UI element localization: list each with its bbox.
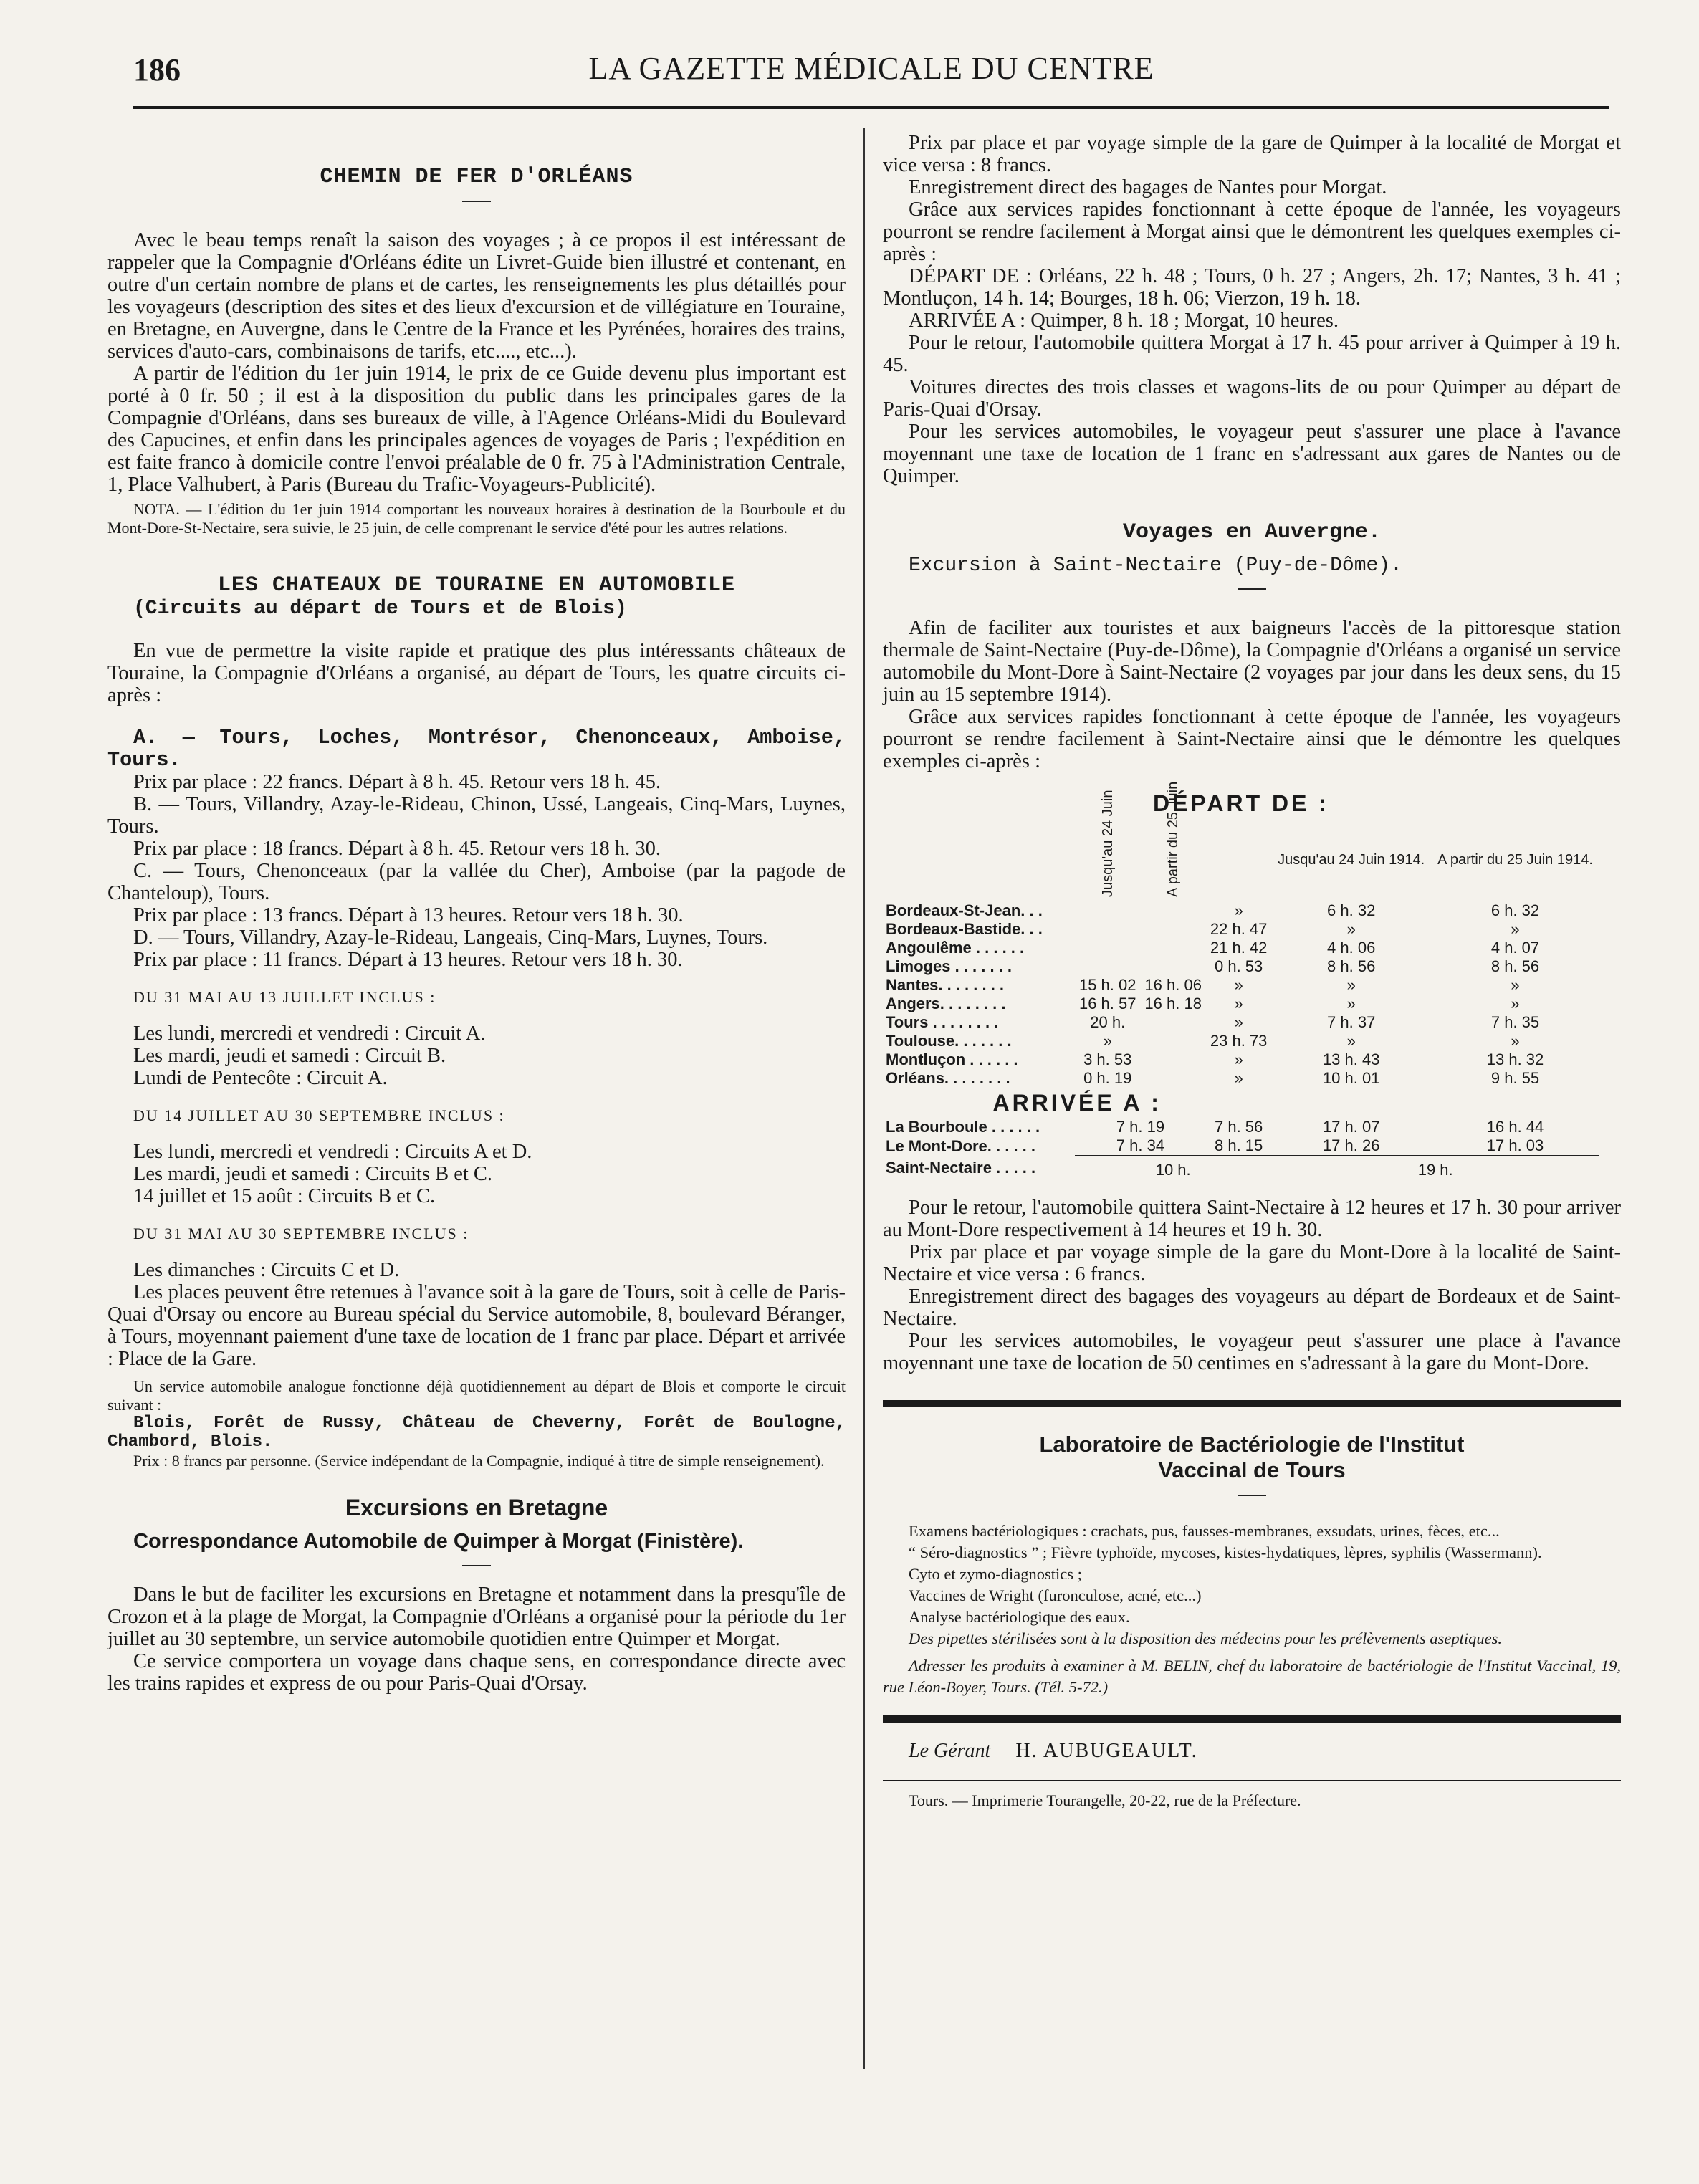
timetable-time: » — [1234, 995, 1243, 1012]
bretagne-carriages: Voitures directes des trois classes et wagons-lits de ou pour Quimper au départ de Paris-Quai d'Orsay. — [883, 376, 1621, 421]
timetable-time — [1140, 1050, 1205, 1069]
auvergne-paragraph-1: Afin de faciliter aux touristes et aux baigneurs l'accès de la pittoresque station thermale de Saint-Nectaire (Puy-de-Dôme), la Compagnie d'Orléans a organisé un service automobile du Mont-Dore à Saint-Nectaire (2 voyages par jour dans les deux sens, du 15 juin au 15 septembre 1914). — [883, 617, 1621, 706]
timetable-time: » — [1511, 920, 1520, 938]
timetable-time — [1140, 901, 1205, 920]
saint-nectaire-timetable — [883, 781, 1599, 1179]
bretagne-paragraph-1: Dans le but de faciliter les excursions en Bretagne et notamment dans la presqu'île de Crozon et à la plage de Morgat, la Compagnie d'Orléans a organisé pour la période du 1er juillet au 30 septembre, un service automobile quotidien entre Quimper et Morgat. — [107, 1584, 846, 1650]
timetable-time — [1140, 1013, 1205, 1032]
printer-imprint: Tours. — Imprimerie Tourangelle, 20-22, rue de la Préfecture. — [909, 1791, 1301, 1809]
timetable-time: 16 h. 57 — [1078, 995, 1136, 1012]
timetable-time: 16 h. 44 — [1486, 1118, 1544, 1136]
timetable-time: 10 h. — [1075, 1156, 1271, 1179]
lab-services-list — [883, 1520, 1621, 1698]
auvergne-baggage: Enregistrement direct des bagages des voyageurs au départ de Bordeaux et de Saint-Nectaire. — [883, 1285, 1621, 1330]
timetable-time — [1140, 920, 1205, 939]
journal-title: LA GAZETTE MÉDICALE DU CENTRE — [588, 51, 1154, 86]
auvergne-subtitle: Excursion à Saint-Nectaire (Puy-de-Dôme). — [909, 555, 1402, 577]
timetable-row — [883, 1069, 1599, 1088]
page-header — [133, 47, 1609, 93]
timetable-time: 0 h. 53 — [1214, 957, 1263, 975]
timetable-column-label — [1075, 790, 1140, 901]
circuit-b: B. — Tours, Villandry, Azay-le-Rideau, Chinon, Ussé, Langeais, Cinq-Mars, Luynes, Tours. — [107, 793, 846, 838]
orleans-paragraph-2: A partir de l'édition du 1er juin 1914, le prix de ce Guide devenu plus important est porté à 0 fr. 50 ; il est à la disposition du public dans les principales gares de la Compagnie d'Orléans, dans ses bureaux de ville, à l'Agence Orléans-Midi du Boulevard des Capucines, et enfin dans les principales agences de voyages de Paris ; l'expédition en est faite franco à domicile contre l'envoi préalable de 0 fr. 75 à l'Administration Centrale, 1, Place Valhubert, à Paris (Bureau du Trafic-Voyageurs-Publicité). — [107, 363, 846, 496]
column-divider — [863, 128, 865, 2069]
lab-title-line-1: Laboratoire de Bactériologie de l'Institut — [1039, 1432, 1465, 1457]
timetable-time: » — [1511, 995, 1520, 1012]
timetable-column-labels — [883, 818, 1599, 901]
period-1-line-2: Les mardi, jeudi et samedi : Circuit B. — [133, 1045, 446, 1067]
timetable-row — [883, 1050, 1599, 1069]
timetable-station: La Bourboule . . . . . . — [886, 1118, 1040, 1136]
timetable-time: » — [1346, 920, 1356, 938]
timetable-row — [883, 901, 1599, 920]
timetable-time: 13 h. 32 — [1486, 1050, 1544, 1068]
timetable-time — [1140, 939, 1205, 957]
timetable-column-label-text: A partir du 25 Juin — [1165, 781, 1182, 897]
timetable-time: » — [1234, 1069, 1243, 1087]
timetable-time: 8 h. 56 — [1490, 957, 1540, 975]
timetable-time — [1075, 920, 1140, 939]
timetable-station: Nantes. . . . . . . . — [886, 976, 1005, 994]
timetable-time: » — [1234, 1050, 1243, 1068]
timetable-row — [883, 995, 1599, 1013]
timetable-time: » — [1234, 1013, 1243, 1031]
timetable-time: 20 h. — [1090, 1013, 1126, 1031]
auvergne-title: Voyages en Auvergne. — [1122, 520, 1382, 545]
timetable-time: » — [1346, 1032, 1356, 1050]
timetable-station: Saint-Nectaire . . . . . — [886, 1158, 1036, 1177]
lab-item: Cyto et zymo-diagnostics ; — [909, 1565, 1082, 1583]
timetable-station: Bordeaux-Bastide. . . — [886, 920, 1043, 938]
timetable-time: 22 h. 47 — [1210, 920, 1268, 938]
timetable-station: Limoges . . . . . . . — [886, 957, 1013, 975]
timetable-time: 8 h. 56 — [1327, 957, 1376, 975]
timetable-row — [883, 1118, 1599, 1136]
timetable-time: 15 h. 02 — [1078, 976, 1136, 994]
page-number: 186 — [133, 52, 181, 87]
title-dash — [462, 201, 491, 202]
timetable-station: Le Mont-Dore. . . . . . — [886, 1136, 1035, 1155]
timetable-time: 8 h. 15 — [1214, 1136, 1263, 1154]
timetable-time: 3 h. 53 — [1083, 1050, 1132, 1068]
price-c: Prix par place : 13 francs. Départ à 13 heures. Retour vers 18 h. 30. — [133, 904, 684, 926]
period-1-line-3: Lundi de Pentecôte : Circuit A. — [133, 1067, 388, 1089]
circuit-a: A. — Tours, Loches, Montrésor, Chenonceaux, Amboise, Tours. — [107, 726, 846, 772]
timetable-station: Toulouse. . . . . . . — [886, 1032, 1012, 1050]
timetable-time — [1075, 939, 1140, 957]
timetable-station: Montluçon . . . . . . — [886, 1050, 1018, 1068]
price-a: Prix par place : 22 francs. Départ à 8 h. 45. Retour vers 18 h. 45. — [133, 771, 661, 793]
timetable-time: 16 h. 18 — [1144, 995, 1202, 1012]
title-dash — [462, 1565, 491, 1566]
circuit-d: D. — Tours, Villandry, Azay-le-Rideau, Langeais, Cinq-Mars, Luynes, Tours. — [133, 926, 768, 949]
timetable-row — [883, 1032, 1599, 1050]
bretagne-price: Prix par place et par voyage simple de la gare de Quimper à la localité de Morgat et vice versa : 8 francs. — [883, 132, 1621, 176]
timetable-column-label — [1206, 818, 1271, 901]
timetable-time — [1075, 901, 1140, 920]
timetable-arrival-heading-row — [883, 1088, 1599, 1118]
lab-item: Vaccines de Wright (furonculose, acné, etc...) — [909, 1586, 1202, 1604]
auvergne-return: Pour le retour, l'automobile quittera Saint-Nectaire à 12 heures et 17 h. 30 pour arriver au Mont-Dore respectivement à 14 heures et 19 h. 30. — [883, 1197, 1621, 1241]
timetable-time: 0 h. 19 — [1083, 1069, 1132, 1087]
price-d: Prix par place : 11 francs. Départ à 13 heures. Retour vers 18 h. 30. — [133, 949, 683, 971]
lab-title-line-2: Vaccinal de Tours — [1158, 1457, 1346, 1483]
timetable-corner — [883, 818, 1075, 901]
timetable-time — [1075, 957, 1140, 976]
timetable-depart-heading: DÉPART DE : — [1152, 790, 1330, 816]
timetable-time: » — [1103, 1032, 1112, 1050]
lab-item: “ Séro-diagnostics ” ; Fièvre typhoïde, mycoses, kistes-hydatiques, lèpres, syphilis (Wassermann). — [909, 1543, 1542, 1561]
circuit-c: C. — Tours, Chenonceaux (par la vallée du Cher), Amboise (par la pagode de Chanteloup), Tours. — [107, 860, 846, 904]
timetable-station: Tours . . . . . . . . — [886, 1013, 999, 1031]
header-rule — [133, 106, 1609, 109]
timetable-time: 17 h. 26 — [1322, 1136, 1380, 1154]
timetable-time: 19 h. — [1271, 1156, 1599, 1179]
timetable-station: Bordeaux-St-Jean. . . — [886, 901, 1043, 919]
timetable-time: » — [1346, 995, 1356, 1012]
auvergne-paragraph-2: Grâce aux services rapides fonctionnant à cette époque de l'année, les voyageurs pourront se rendre facilement à Saint-Nectaire ainsi que le démontre les quelques exemples ci-après : — [883, 706, 1621, 772]
bretagne-subtitle: Correspondance Automobile de Quimper à Morgat (Finistère). — [133, 1530, 744, 1553]
bretagne-paragraph-2: Ce service comportera un voyage dans chaque sens, en correspondance directe avec les trains rapides et express de ou pour Paris-Quai d'Orsay. — [107, 1650, 846, 1695]
timetable-time: » — [1511, 976, 1520, 994]
timetable-time: 13 h. 43 — [1322, 1050, 1380, 1068]
bretagne-return: Pour le retour, l'automobile quittera Morgat à 17 h. 45 pour arriver à Quimper à 19 h. 45. — [883, 332, 1621, 376]
timetable-final-row — [883, 1156, 1599, 1179]
bretagne-arrivals: ARRIVÉE A : Quimper, 8 h. 18 ; Morgat, 10 heures. — [909, 310, 1339, 332]
timetable-arrival-heading: ARRIVÉE A : — [992, 1090, 1162, 1116]
period-1-line-1: Les lundi, mercredi et vendredi : Circuit A. — [133, 1022, 486, 1045]
orleans-nota: NOTA. — L'édition du 1er juin 1914 comportant les nouveaux horaires à destination de la Bourboule et du Mont-Dore-St-Nectaire, sera suivie, le 25 juin, de celle comprenant le service d'été pour les autres relations. — [107, 500, 846, 537]
timetable-time: 17 h. 07 — [1322, 1118, 1380, 1136]
timetable-time: » — [1346, 976, 1356, 994]
timetable-time: 7 h. 35 — [1490, 1013, 1540, 1031]
timetable-row — [883, 1013, 1599, 1032]
blois-price: Prix : 8 francs par personne. (Service indépendant de la Compagnie, indiqué à titre de simple renseignement). — [133, 1452, 825, 1470]
timetable-row — [883, 976, 1599, 995]
timetable-time: 7 h. 34 — [1116, 1136, 1165, 1154]
chateaux-intro: En vue de permettre la visite rapide et pratique des plus intéressants châteaux de Touraine, la Compagnie d'Orléans a organisé, au départ de Tours, les quatre circuits ci-après : — [107, 640, 846, 707]
period-2-line-2: Les mardi, jeudi et samedi : Circuits B et C. — [133, 1163, 493, 1185]
timetable-station: Orléans. . . . . . . . — [886, 1069, 1010, 1087]
timetable-time: » — [1234, 976, 1243, 994]
period-2-heading: DU 14 JUILLET AU 30 SEPTEMBRE INCLUS : — [133, 1106, 505, 1124]
title-dash — [1238, 588, 1266, 590]
chateaux-subtitle: (Circuits au départ de Tours et de Blois) — [133, 598, 627, 620]
timetable-time: 7 h. 37 — [1327, 1013, 1376, 1031]
period-2-line-1: Les lundi, mercredi et vendredi : Circuits A et D. — [133, 1141, 532, 1163]
bretagne-baggage: Enregistrement direct des bagages de Nantes pour Morgat. — [909, 176, 1387, 198]
timetable-time: » — [1511, 1032, 1520, 1050]
timetable-column-label-text: Jusqu'au 24 Juin — [1099, 790, 1116, 897]
auvergne-price: Prix par place et par voyage simple de la gare du Mont-Dore à la localité de Saint-Nectaire et vice versa : 6 francs. — [883, 1241, 1621, 1285]
section-rule — [883, 1715, 1621, 1723]
bretagne-reservation: Pour les services automobiles, le voyageur peut s'assurer une place à l'avance moyennant une taxe de location de 1 franc en s'adressant aux gares de Nantes ou de Quimper. — [883, 421, 1621, 487]
timetable-station: Angoulême . . . . . . — [886, 939, 1025, 957]
lab-item: Des pipettes stérilisées sont à la disposition des médecins pour les prélèvements aseptiques. — [909, 1629, 1503, 1647]
timetable-column-label: A partir du 25 Juin 1914. — [1437, 852, 1593, 868]
timetable-row — [883, 1136, 1599, 1156]
period-3-line-1: Les dimanches : Circuits C et D. — [133, 1259, 400, 1281]
timetable-time — [1140, 1032, 1205, 1050]
timetable-time: 7 h. 19 — [1116, 1118, 1165, 1136]
chateaux-title: LES CHATEAUX DE TOURAINE EN AUTOMOBILE — [217, 573, 736, 598]
left-column — [107, 128, 846, 1695]
timetable-row — [883, 957, 1599, 976]
timetable-column-label — [1140, 781, 1205, 901]
timetable-time: 6 h. 32 — [1327, 901, 1376, 919]
right-column — [883, 128, 1621, 1810]
auvergne-reservation: Pour les services automobiles, le voyageur peut s'assurer une place à l'avance moyennant une taxe de location de 50 centimes en s'adressant à la gare du Mont-Dore. — [883, 1330, 1621, 1374]
period-3-heading: DU 31 MAI AU 30 SEPTEMBRE INCLUS : — [133, 1225, 469, 1242]
section-rule — [883, 1400, 1621, 1407]
timetable-station: Angers. . . . . . . . — [886, 995, 1006, 1012]
timetable-time — [1140, 957, 1205, 976]
signature-name: H. AUBUGEAULT. — [1015, 1740, 1198, 1762]
timetable-time: 10 h. 01 — [1322, 1069, 1380, 1087]
timetable-time: 4 h. 07 — [1490, 939, 1540, 957]
lab-item: Examens bactériologiques : crachats, pus, fausses-membranes, exsudats, urines, fèces, etc... — [909, 1522, 1500, 1540]
timetable-time: 17 h. 03 — [1486, 1136, 1544, 1154]
reservation-text: Les places peuvent être retenues à l'avance soit à la gare de Tours, soit à celle de Paris-Quai d'Orsay ou encore au Bureau spécial du Service automobile, 8, boulevard Béranger, à Tours, moyennant paiement d'une taxe de location de 1 franc par place. Départ et arrivée : Place de la Gare. — [107, 1281, 846, 1370]
timetable-time: 9 h. 55 — [1490, 1069, 1540, 1087]
signature-role: Le Gérant — [909, 1740, 991, 1762]
blois-intro: Un service automobile analogue fonctionne déjà quotidiennement au départ de Blois et comporte le circuit suivant : — [107, 1377, 846, 1414]
title-dash — [1238, 1495, 1266, 1496]
lab-item: Adresser les produits à examiner à M. BELIN, chef du laboratoire de bactériologie de l'Institut Vaccinal, 19, rue Léon-Boyer, Tours. (Tél. 5-72.) — [883, 1657, 1621, 1696]
orleans-title: CHEMIN DE FER D'ORLÉANS — [320, 165, 633, 189]
timetable-time — [1140, 1069, 1205, 1088]
period-2-line-3: 14 juillet et 15 août : Circuits B et C. — [133, 1185, 436, 1207]
bretagne-departures: DÉPART DE : Orléans, 22 h. 48 ; Tours, 0 h. 27 ; Angers, 2h. 17; Nantes, 3 h. 41 ; Montluçon, 14 h. 14; Bourges, 18 h. 06; Vierzon, 19 h. 18. — [883, 265, 1621, 310]
timetable-column-label: Jusqu'au 24 Juin 1914. — [1278, 852, 1425, 868]
timetable-time: 4 h. 06 — [1327, 939, 1376, 957]
timetable-time: 7 h. 56 — [1214, 1118, 1263, 1136]
bretagne-services: Grâce aux services rapides fonctionnant à cette époque de l'année, les voyageurs pourront se rendre facilement à Morgat ainsi que le démontrent les quelques exemples ci-après : — [883, 198, 1621, 265]
lab-item: Analyse bactériologique des eaux. — [909, 1608, 1130, 1626]
signature — [883, 1740, 1621, 1763]
blois-circuit: Blois, Forêt de Russy, Château de Cheverny, Forêt de Boulogne, Chambord, Blois. — [107, 1414, 846, 1452]
period-1-heading: DU 31 MAI AU 13 JUILLET INCLUS : — [133, 988, 436, 1006]
timetable-time: » — [1234, 901, 1243, 919]
timetable-row — [883, 920, 1599, 939]
timetable-time: 16 h. 06 — [1144, 976, 1202, 994]
bretagne-title: Excursions en Bretagne — [345, 1495, 608, 1520]
timetable-time: 21 h. 42 — [1210, 939, 1268, 957]
timetable-row — [883, 939, 1599, 957]
price-b: Prix par place : 18 francs. Départ à 8 h. 45. Retour vers 18 h. 30. — [133, 838, 661, 860]
timetable-time: 23 h. 73 — [1210, 1032, 1268, 1050]
timetable-time: 6 h. 32 — [1490, 901, 1540, 919]
orleans-paragraph-1: Avec le beau temps renaît la saison des voyages ; à ce propos il est intéressant de rappeler que la Compagnie d'Orléans édite un Livret-Guide bien illustré et contenant, en outre d'un certain nombre de plans et de cartes, les renseignements les plus détaillés pour les voyageurs (description des sites et des lieux d'excursion et de villégiature en Touraine, en Bretagne, en Auvergne, dans le Centre de la France et les Pyrénées, horaires des trains, services d'auto-cars, combinaisons de tarifs, etc...., etc...). — [107, 229, 846, 363]
